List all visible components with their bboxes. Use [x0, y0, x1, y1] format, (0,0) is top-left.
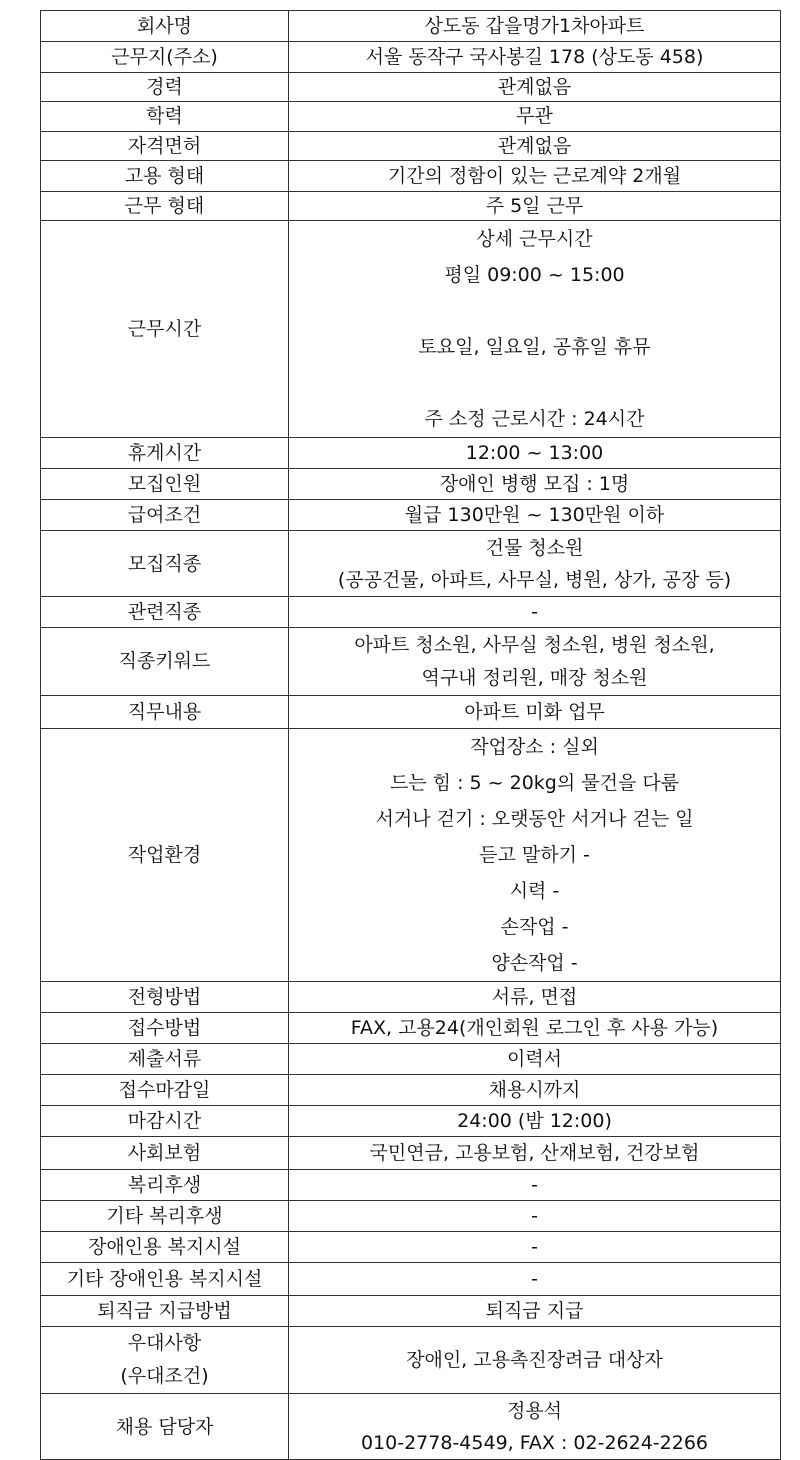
field-label [41, 982, 289, 1013]
field-label [41, 1075, 289, 1106]
field-label [41, 500, 289, 531]
field-label [41, 438, 289, 469]
label-lines [41, 1232, 288, 1262]
value-lines [289, 469, 780, 499]
label-line: 전형방법 [127, 986, 202, 1008]
value-line: 010-2778-4549, FAX : 02-2624-2266 [360, 1431, 709, 1454]
table-row [41, 628, 781, 696]
field-value [289, 161, 781, 192]
field-label [41, 192, 289, 221]
label-line: 경력 [146, 76, 183, 98]
value-line: 아파트 미화 업무 [464, 701, 605, 723]
value-line: (공공건물, 아파트, 사무실, 병원, 상가, 공장 등) [337, 568, 732, 591]
label-line: 자격면허 [127, 135, 202, 157]
field-label [41, 1106, 289, 1137]
field-value [289, 729, 781, 982]
value-lines [289, 500, 780, 530]
label-lines [41, 1075, 288, 1105]
value-line: 이력서 [506, 1048, 563, 1070]
field-label [41, 1232, 289, 1263]
table-row [41, 1394, 781, 1460]
field-value [289, 1263, 781, 1296]
value-line: 아파트 청소원, 사무실 청소원, 병원 청소원, [354, 633, 715, 656]
label-lines [41, 1137, 288, 1169]
field-value [289, 1044, 781, 1075]
label-line: 관련직종 [127, 601, 202, 623]
value-lines [289, 73, 780, 101]
value-line: 무관 [516, 105, 553, 127]
label-lines [41, 469, 288, 499]
label-lines [41, 1013, 288, 1043]
value-line: 장애인, 고용촉진장려금 대상자 [406, 1348, 663, 1371]
value-line: 듣고 말하기 - [479, 844, 590, 866]
value-lines [289, 531, 780, 596]
field-value [289, 982, 781, 1013]
field-label [41, 221, 289, 438]
field-value [289, 73, 781, 102]
table-row [41, 531, 781, 597]
label-line: 직무내용 [127, 701, 202, 723]
table-row [41, 73, 781, 102]
table-row [41, 469, 781, 500]
table-row [41, 1170, 781, 1201]
label-lines [41, 192, 288, 220]
value-line: 서거나 걷기 : 오랫동안 서거나 걷는 일 [375, 808, 694, 830]
field-value [289, 1137, 781, 1170]
value-lines [289, 1263, 780, 1295]
field-label [41, 11, 289, 42]
label-lines [41, 597, 288, 627]
field-label [41, 1137, 289, 1170]
value-lines [289, 1170, 780, 1200]
field-label [41, 1013, 289, 1044]
value-lines [289, 982, 780, 1012]
table-row [41, 161, 781, 192]
table-row [41, 132, 781, 161]
label-lines [41, 1296, 288, 1326]
field-value [289, 469, 781, 500]
label-lines [41, 438, 288, 468]
value-line: 주 소정 근로시간 : 24시간 [424, 408, 645, 430]
value-line: 정용석 [506, 1399, 563, 1422]
field-value [289, 1232, 781, 1263]
field-value [289, 1075, 781, 1106]
label-lines [41, 628, 288, 695]
label-lines [41, 1327, 288, 1393]
value-lines [289, 438, 780, 468]
value-line: 국민연금, 고용보험, 산재보험, 건강보험 [369, 1142, 700, 1164]
table-row [41, 42, 781, 73]
value-line: 서류, 면접 [491, 986, 578, 1008]
table-row [41, 221, 781, 438]
table-row [41, 1013, 781, 1044]
table-row [41, 1232, 781, 1263]
table-row [41, 597, 781, 628]
value-lines [289, 192, 780, 220]
label-lines [41, 102, 288, 131]
label-lines [41, 500, 288, 530]
field-value [289, 628, 781, 696]
table-row [41, 500, 781, 531]
value-line: 퇴직금 지급 [485, 1300, 584, 1322]
value-lines [289, 1106, 780, 1136]
value-line: 건물 청소원 [485, 536, 584, 559]
label-line: 퇴직금 지급방법 [97, 1300, 232, 1322]
value-lines [289, 1296, 780, 1326]
value-line: 기간의 정함이 있는 근로계약 2개월 [387, 165, 682, 187]
label-lines [41, 982, 288, 1012]
value-line: 채용시까지 [488, 1079, 581, 1101]
value-line: 상세 근무시간 [476, 228, 593, 250]
field-label [41, 161, 289, 192]
label-line: 고용 형태 [124, 165, 205, 187]
label-line: 사회보험 [127, 1142, 202, 1164]
table-row [41, 11, 781, 42]
value-line: 월급 130만원 ~ 130만원 이하 [404, 504, 665, 526]
label-lines [41, 1263, 288, 1295]
label-line: 직종키워드 [118, 650, 211, 672]
label-lines [41, 1170, 288, 1200]
value-lines [289, 1232, 780, 1262]
label-line: 기타 복리후생 [106, 1205, 223, 1227]
value-lines [289, 132, 780, 160]
label-lines [41, 1201, 288, 1231]
value-lines [289, 1075, 780, 1105]
field-value [289, 438, 781, 469]
field-label [41, 1394, 289, 1460]
field-label [41, 1170, 289, 1201]
table-row [41, 982, 781, 1013]
label-line: 모집인원 [127, 473, 202, 495]
value-line: 관계없음 [497, 135, 572, 157]
table-row [41, 1044, 781, 1075]
label-line: 장애인용 복지시설 [88, 1236, 241, 1258]
field-value [289, 597, 781, 628]
label-lines [41, 132, 288, 160]
field-value [289, 192, 781, 221]
table-row [41, 729, 781, 982]
label-lines [41, 11, 288, 41]
field-label [41, 628, 289, 696]
field-label [41, 531, 289, 597]
job-posting-table [40, 10, 781, 1460]
field-label [41, 696, 289, 729]
label-lines [41, 729, 288, 981]
value-line: FAX, 고용24(개인회원 로그인 후 사용 가능) [350, 1017, 719, 1039]
value-line: 손작업 - [500, 916, 569, 938]
table-row [41, 1137, 781, 1170]
field-value [289, 1170, 781, 1201]
label-line: (우대조건) [120, 1365, 209, 1387]
field-label [41, 1044, 289, 1075]
table-row [41, 1327, 781, 1394]
value-lines [289, 1201, 780, 1231]
value-line: - [531, 1236, 538, 1258]
label-line: 모집직종 [127, 552, 202, 575]
label-line: 회사명 [136, 15, 193, 37]
label-lines [41, 1044, 288, 1074]
label-line: 근무시간 [127, 318, 202, 340]
table-row [41, 438, 781, 469]
value-line [531, 293, 537, 329]
label-lines [41, 1106, 288, 1136]
table-row [41, 1201, 781, 1232]
field-value [289, 221, 781, 438]
field-label [41, 469, 289, 500]
table-row [41, 1106, 781, 1137]
table-body [41, 11, 781, 1460]
value-line: 상도동 갑을명가1차아파트 [424, 15, 645, 37]
value-line: 작업장소 : 실외 [470, 736, 599, 758]
value-line: - [531, 1174, 538, 1196]
label-line: 학력 [146, 105, 183, 127]
field-label [41, 73, 289, 102]
label-line: 제출서류 [127, 1048, 202, 1070]
value-line [531, 365, 537, 401]
field-value [289, 500, 781, 531]
value-lines [289, 42, 780, 72]
field-value [289, 1201, 781, 1232]
value-line: - [531, 1268, 538, 1290]
table-row [41, 1296, 781, 1327]
table-row [41, 192, 781, 221]
field-value [289, 132, 781, 161]
value-line: 서울 동작구 국사봉길 178 (상도동 458) [365, 46, 704, 68]
field-value [289, 1296, 781, 1327]
field-value [289, 11, 781, 42]
field-label [41, 1327, 289, 1394]
label-line: 마감시간 [127, 1110, 202, 1132]
label-line: 근무지(주소) [111, 46, 218, 68]
value-line: 역구내 정리원, 매장 청소원 [421, 666, 648, 689]
value-line: 토요일, 일요일, 공휴일 휴뮤 [418, 336, 651, 358]
field-value [289, 1106, 781, 1137]
label-lines [41, 73, 288, 101]
table-row [41, 1075, 781, 1106]
label-line: 휴게시간 [127, 442, 202, 464]
label-lines [41, 1394, 288, 1459]
value-lines [289, 1394, 780, 1459]
field-value [289, 696, 781, 729]
field-value [289, 1394, 781, 1460]
label-line: 우대사항 [127, 1332, 202, 1354]
value-lines [289, 1327, 780, 1393]
value-lines [289, 11, 780, 41]
value-line: 시력 - [509, 880, 560, 902]
label-line: 급여조건 [127, 504, 202, 526]
value-lines [289, 102, 780, 131]
table-row [41, 696, 781, 729]
label-line: 기타 장애인용 복지시설 [66, 1268, 263, 1290]
label-lines [41, 696, 288, 728]
value-line: 드는 힘 : 5 ~ 20kg의 물건을 다룸 [389, 772, 680, 794]
field-label [41, 1263, 289, 1296]
value-line: 평일 09:00 ~ 15:00 [444, 264, 625, 286]
value-lines [289, 597, 780, 627]
value-line: 주 5일 근무 [485, 195, 584, 217]
field-label [41, 1296, 289, 1327]
value-line: 24:00 (밤 12:00) [457, 1110, 612, 1132]
value-lines [289, 1013, 780, 1043]
field-label [41, 1201, 289, 1232]
label-line: 접수방법 [127, 1017, 202, 1039]
label-line: 작업환경 [127, 844, 202, 866]
label-lines [41, 221, 288, 437]
table-row [41, 1263, 781, 1296]
value-lines [289, 1044, 780, 1074]
value-line: 12:00 ~ 13:00 [465, 442, 604, 464]
field-value [289, 1327, 781, 1394]
value-lines [289, 1137, 780, 1169]
field-label [41, 729, 289, 982]
label-lines [41, 161, 288, 191]
value-line: 장애인 병행 모집 : 1명 [439, 473, 630, 495]
label-line: 복리후생 [127, 1174, 202, 1196]
value-line: - [531, 601, 538, 623]
label-line: 접수마감일 [118, 1079, 211, 1101]
field-value [289, 1013, 781, 1044]
field-value [289, 531, 781, 597]
field-value [289, 102, 781, 132]
field-label [41, 132, 289, 161]
value-lines [289, 221, 780, 437]
table-row [41, 102, 781, 132]
value-lines [289, 628, 780, 695]
field-value [289, 42, 781, 73]
field-label [41, 597, 289, 628]
value-line: - [531, 1205, 538, 1227]
field-label [41, 42, 289, 73]
value-lines [289, 696, 780, 728]
label-lines [41, 531, 288, 596]
value-line: 양손작업 - [491, 952, 578, 974]
value-lines [289, 729, 780, 981]
label-lines [41, 42, 288, 72]
label-line: 근무 형태 [124, 195, 205, 217]
field-label [41, 102, 289, 132]
value-line: 관계없음 [497, 76, 572, 98]
value-lines [289, 161, 780, 191]
label-line: 채용 담당자 [115, 1415, 214, 1438]
